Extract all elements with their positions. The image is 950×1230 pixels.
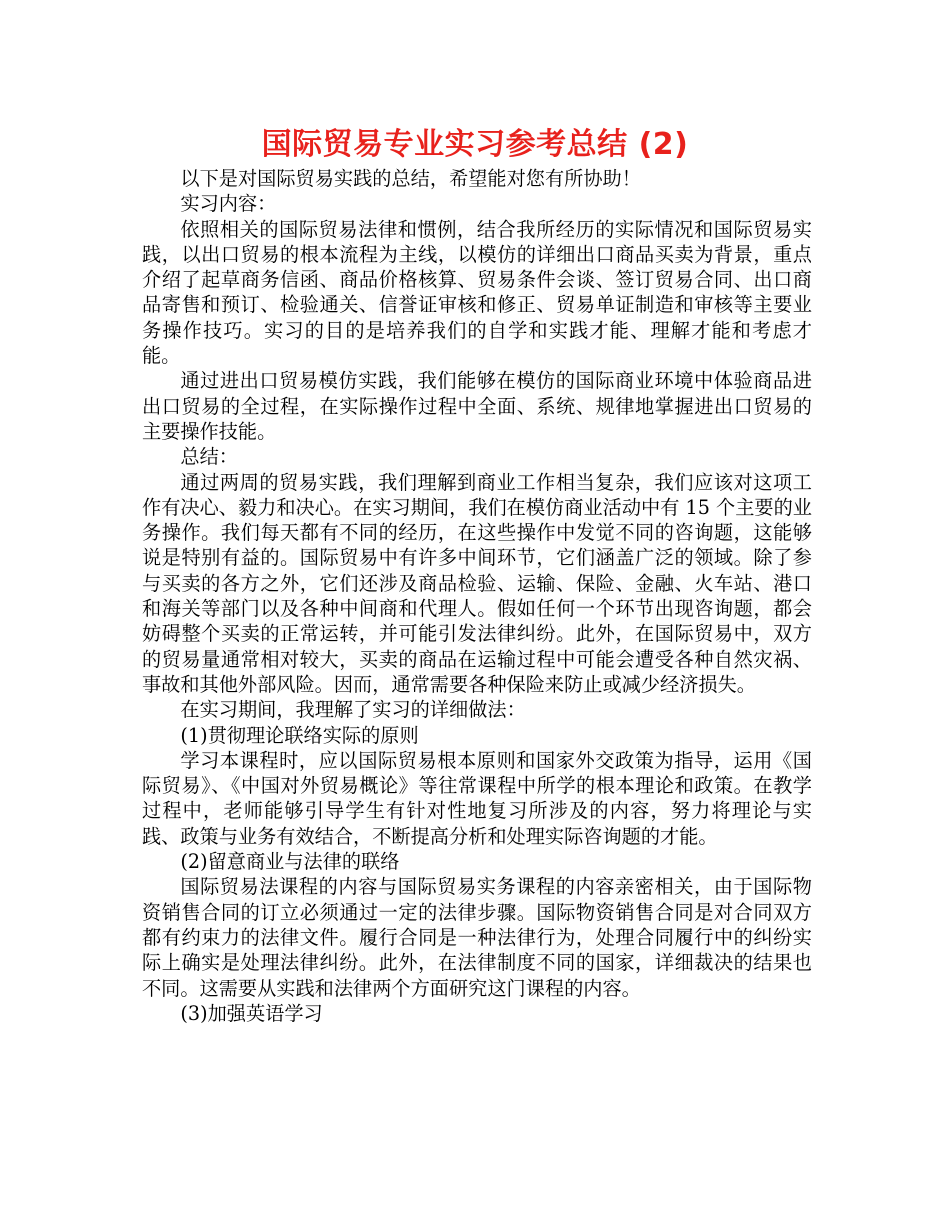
paragraph-simulation-practice: 通过进出口贸易模仿实践，我们能够在模仿的国际商业环境中体验商品进出口贸易的全过程，在实际操作过程中全面、系统、规律地掌握进出口贸易的主要操作技能。: [142, 369, 812, 443]
document-body: [142, 166, 812, 1026]
paragraph-summary-heading: 总结：: [180, 445, 238, 469]
document-title: 国际贸易专业实习参考总结 (2): [261, 127, 689, 162]
paragraph-methods-intro: 在实习期间，我理解了实习的详细做法：: [180, 698, 526, 722]
paragraph-method-2-heading: (2)留意商业与法律的联络: [180, 850, 400, 874]
paragraph-summary: 通过两周的贸易实践，我们理解到商业工作相当复杂，我们应该对这项工作有决心、毅力和决心。在实习期间，我们在模仿商业活动中有 15 个主要的业务操作。我们每天都有不同的经历，在这些操作中发觉不同的咨询题，这能够说是特别有益的。国际贸易中有许多中间环节，它们涵盖广泛的领域。除了参与买卖的各方之外，它们还涉及商品检验、运输、保险、金融、火车站、港口和海关等部门以及各种中间商和代理人。假如任何一个环节出现咨询题，都会妨碍整个买卖的正常运转，并可能引发法律纠纷。此外，在国际贸易中，双方的贸易量通常相对较大，买卖的商品在运输过程中可能会遭受各种自然灾祸、事故和其他外部风险。因而，通常需要各种保险来防止或减少经济损失。: [142, 470, 812, 696]
paragraph-intro: 以下是对国际贸易实践的总结，希望能对您有所协助！: [180, 167, 641, 190]
paragraph-internship-content: 依照相关的国际贸易法律和惯例，结合我所经历的实际情况和国际贸易实践，以出口贸易的根本流程为主线，以模仿的详细出口商品买卖为背景，重点介绍了起草商务信函、商品价格核算、贸易条件会谈、签订贸易合同、出口商品寄售和预订、检验通关、信誉证审核和修正、贸易单证制造和审核等主要业务操作技巧。实习的目的是培养我们的自学和实践才能、理解才能和考虑才能。: [142, 217, 812, 368]
paragraph-internship-content-heading: 实习内容：: [180, 192, 277, 216]
paragraph-method-1-heading: (1)贯彻理论联络实际的原则: [180, 723, 419, 747]
paragraph-method-3-heading: (3)加强英语学习: [180, 1001, 323, 1025]
paragraph-method-1: 学习本课程时，应以国际贸易根本原则和国家外交政策为指导，运用《国际贸易》、《中国对外贸易概论》等往常课程中所学的根本理论和政策。在教学过程中，老师能够引导学生有针对性地复习所涉及的内容，努力将理论与实践、政策与业务有效结合，不断提高分析和处理实际咨询题的才能。: [142, 748, 812, 848]
paragraph-method-2: 国际贸易法课程的内容与国际贸易实务课程的内容亲密相关，由于国际物资销售合同的订立必须通过一定的法律步骤。国际物资销售合同是对合同双方都有约束力的法律文件。履行合同是一种法律行为，处理合同履行中的纠纷实际上确实是处理法律纠纷。此外，在法律制度不同的国家，详细裁决的结果也不同。这需要从实践和法律两个方面研究这门课程的内容。: [142, 875, 812, 1000]
